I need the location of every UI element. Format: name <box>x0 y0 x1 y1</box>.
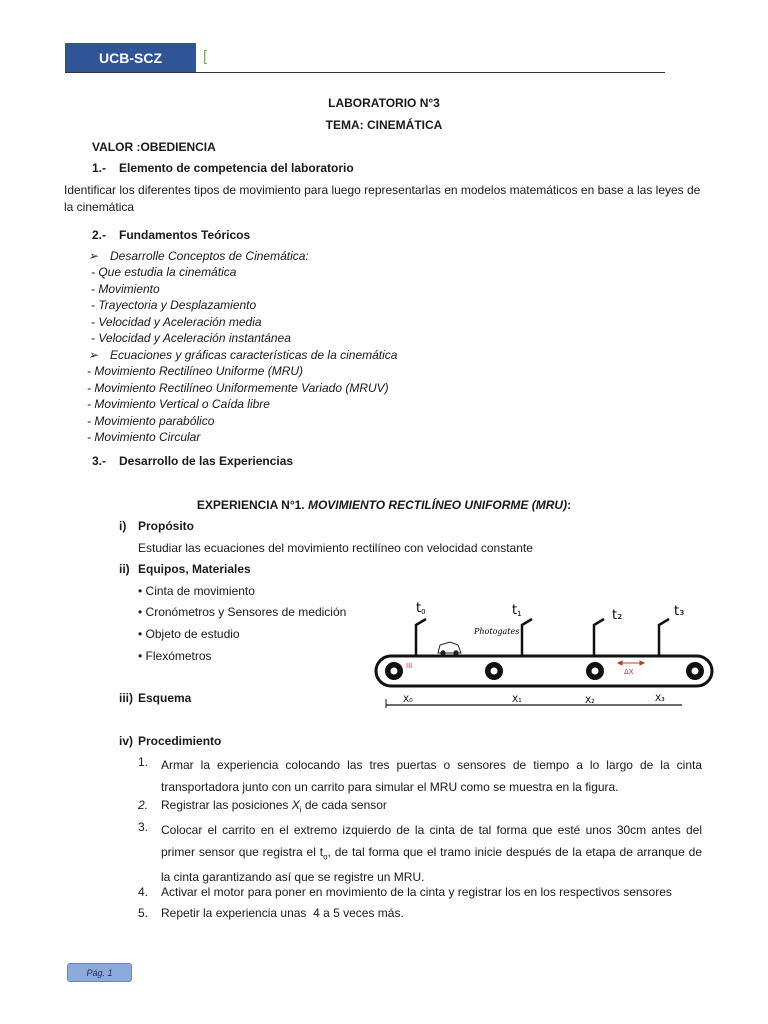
experiencia-suffix: : <box>567 498 572 512</box>
page-number-badge <box>67 963 132 982</box>
list-item: - Movimiento Rectilíneo Uniformemente Variado (MRUV) <box>87 381 389 395</box>
delta-x-arrow <box>618 661 644 665</box>
list-item: - Movimiento Vertical o Caída libre <box>87 397 270 411</box>
section3-num: 3.- <box>92 454 107 468</box>
section2-title: Fundamentos Teóricos <box>119 228 251 242</box>
bullet-arrow-2: ➢ <box>88 348 99 362</box>
list-item: Desarrolle Conceptos de Cinemática: <box>110 249 309 263</box>
procedimiento-num: iv) <box>119 734 134 748</box>
bullet-arrow-1: ➢ <box>88 249 99 263</box>
belt-rollers <box>385 662 704 680</box>
step-text: Armar la experiencia colocando las tres puertas o sensores de tiempo a lo largo de la cinta transportadora junto con un carrito para simular el MRU como se muestra en la figura. <box>161 758 702 794</box>
label-x1: X₁ <box>512 695 522 705</box>
header-org: UCB-SCZ <box>99 49 162 66</box>
step-sub: o <box>323 851 328 861</box>
experiencia-name: MOVIMIENTO RECTILÍNEO UNIFORME (MRU) <box>307 498 568 512</box>
label-x2: X₂ <box>585 696 595 706</box>
conveyor-diagram <box>370 595 720 710</box>
page-subtitle: TEMA: CINEMÁTICA <box>325 118 443 132</box>
list-item: - Movimiento parabólico <box>87 414 215 428</box>
step-sub: i <box>299 805 302 815</box>
step-number: 1. <box>138 755 149 769</box>
conveyor-belt <box>376 656 712 686</box>
label-photogates: Photogates <box>474 627 520 636</box>
page-title: LABORATORIO N°3 <box>328 96 440 110</box>
proposito-title: Propósito <box>138 519 194 533</box>
label-x3: X₃ <box>655 694 665 704</box>
section3-title: Desarrollo de las Experiencias <box>119 454 294 468</box>
step-text-b: , de tal forma que el tramo inicie después de la etapa de arranque de la cinta garantizando así que se registre un MRU. <box>161 844 702 885</box>
list-item: Ecuaciones y gráficas características de la cinemática <box>110 348 398 362</box>
experiencia-heading <box>0 498 768 512</box>
label-t1: t1 <box>512 603 522 618</box>
step-text: Repetir la experiencia unas 4 a 5 veces más. <box>161 906 404 920</box>
section1-num: 1.- <box>92 161 107 175</box>
header-org-box <box>65 43 196 72</box>
header-divider <box>65 72 665 73</box>
page-number: Pág. 1 <box>86 967 113 978</box>
list-item: • Objeto de estudio <box>138 627 240 641</box>
step-number: 4. <box>138 885 149 899</box>
valor-heading: VALOR :OBEDIENCIA <box>92 140 216 154</box>
step-text-a: Registrar las posiciones <box>161 798 292 812</box>
procedimiento-title: Procedimiento <box>138 734 222 748</box>
proposito-num: i) <box>119 519 127 533</box>
esquema-title: Esquema <box>138 691 192 705</box>
sensor-post-2 <box>594 619 604 655</box>
label-t3: t₃ <box>674 604 685 619</box>
step-var: X <box>291 798 300 812</box>
esquema-num: iii) <box>119 691 133 705</box>
step-number: 3. <box>138 820 149 834</box>
list-item: - Movimiento Rectilíneo Uniforme (MRU) <box>87 364 304 378</box>
section2-num: 2.- <box>92 228 107 242</box>
sensor-post-3 <box>659 619 669 655</box>
sensor-post-0 <box>416 619 426 655</box>
proposito-text: Estudiar las ecuaciones del movimiento rectilíneo con velocidad constante <box>138 541 533 555</box>
list-item: - Movimiento <box>91 282 160 296</box>
step-text: Activar el motor para poner en movimiento de la cinta y registrar los en los respectivos sensores <box>161 885 672 899</box>
step-number: 2. <box>138 798 149 812</box>
list-item: • Flexómetros <box>138 649 212 663</box>
list-item: • Cronómetros y Sensores de medición <box>138 605 347 619</box>
equipos-num: ii) <box>119 562 130 576</box>
step-text <box>161 820 702 889</box>
car-icon <box>438 642 461 655</box>
step-text-a: Colocar el carrito en el extremo izquierdo de la cinta de tal forma que esté unos 30cm antes del primer sensor que registra el t <box>161 823 702 859</box>
step-number: 5. <box>138 906 149 920</box>
label-delta-x: ΔX <box>624 668 634 676</box>
header-bracket: [ <box>203 48 208 65</box>
label-t0: t0 <box>416 601 426 616</box>
list-item: - Velocidad y Aceleración instantánea <box>91 331 291 345</box>
sensor-post-1 <box>522 619 532 655</box>
label-motor-marks: III <box>406 662 413 670</box>
section1-text: Identificar los diferentes tipos de movimiento para luego representarlas en modelos matemáticos en base a las leyes de la cinemática <box>64 183 701 214</box>
list-item: • Cinta de movimiento <box>138 584 255 598</box>
step-text-b: de cada sensor <box>301 798 387 812</box>
experiencia-prefix: EXPERIENCIA N°1. <box>196 498 308 512</box>
label-x0: X₀ <box>403 695 413 705</box>
list-item: - Que estudia la cinemática <box>91 265 237 279</box>
list-item: - Velocidad y Aceleración media <box>91 315 262 329</box>
section1-title: Elemento de competencia del laboratorio <box>119 161 354 175</box>
list-item: - Movimiento Circular <box>87 430 201 444</box>
label-t2: t₂ <box>612 608 623 623</box>
step-text <box>161 798 387 814</box>
equipos-title: Equipos, Materiales <box>138 562 251 576</box>
list-item: - Trayectoria y Desplazamiento <box>91 298 257 312</box>
